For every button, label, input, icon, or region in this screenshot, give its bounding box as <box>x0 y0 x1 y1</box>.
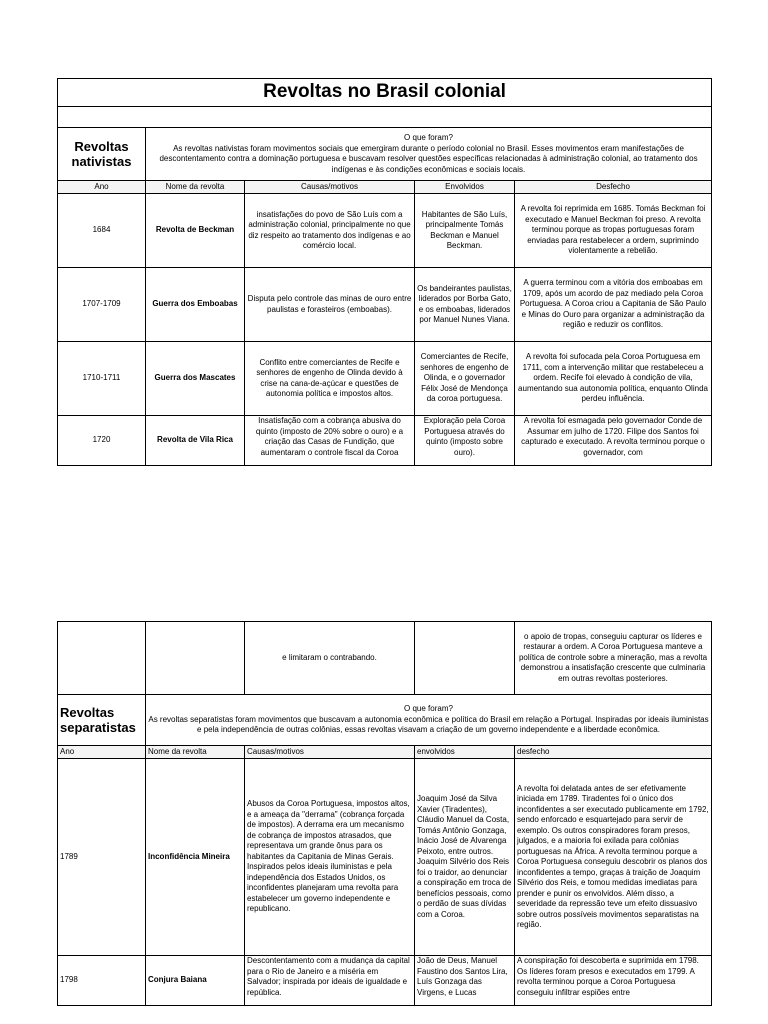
empty-row <box>58 107 712 128</box>
row-involved: Os bandeirantes paulistas, liderados por Borba Gato, e os emboabas, liderados por Manuel Nunes Viana. <box>415 268 515 342</box>
table-row <box>58 416 712 466</box>
row-involved: Joaquim José da Silva Xavier (Tiradentes), Cláudio Manuel da Costa, Tomás Antônio Gonzaga, Inácio José de Alvarenga Peixoto, entre outros. Joaquim Silvério dos Reis foi o traidor, ao denunciar a conspiração em troca de benefícios pessoais, como o perdão de suas dívidas com a Coroa. <box>415 759 515 956</box>
header-name: Nome da revolta <box>146 746 245 759</box>
row-involved: João de Deus, Manuel Faustino dos Santos Lira, Luís Gonzaga das Virgens, e Lucas <box>415 956 515 1006</box>
row-name: Revolta de Beckman <box>146 194 245 268</box>
row-outcome: A revolta foi sufocada pela Coroa Portuguesa em 1711, com a intervenção militar que restabeleceu a ordem. Recife foi elevado à condição de vila, aumentando sua autonomia política, enquanto Olinda perdeu influência. <box>515 342 712 416</box>
row-year: 1684 <box>58 194 146 268</box>
row-name: Guerra dos Mascates <box>146 342 245 416</box>
continuation-name <box>146 622 245 695</box>
row-involved: Comerciantes de Recife, senhores de engenho de Olinda, e o governador Félix José de Mendonça da coroa portuguesa. <box>415 342 515 416</box>
header-year: Ano <box>58 746 146 759</box>
row-involved: Exploração pela Coroa Portuguesa através do quinto (imposto sobre ouro). <box>415 416 515 466</box>
table-row <box>58 268 712 342</box>
row-year: 1789 <box>58 759 146 956</box>
header-name: Nome da revolta <box>146 181 245 194</box>
continuation-outcome: o apoio de tropas, conseguiu capturar os líderes e restaurar a ordem. A Coroa Portuguesa manteve a política de controle sobre a mineração, mas a revolta demonstrou a insatisfação crescente que culminaria em outras revoltas posteriores. <box>515 622 712 695</box>
row-outcome: A revolta foi reprimida em 1685. Tomás Beckman foi executado e Manuel Beckman foi preso. A revolta terminou porque as tropas portuguesas foram enviadas para restabelecer a ordem, suprimindo violentamente a rebelião. <box>515 194 712 268</box>
row-causes: Disputa pelo controle das minas de ouro entre paulistas e forasteiros (emboabas). <box>245 268 415 342</box>
section-label-nativistas: Revoltas nativistas <box>58 128 146 181</box>
table-row <box>58 956 712 1006</box>
section-description: As revoltas nativistas foram movimentos sociais que emergiram durante o período colonial no Brasil. Esses movimentos eram manifestações de descontentamento contra a dominação portuguesa e buscavam resolver questões específicas relacionadas à administração colonial, ao tratamento dos indígenas e às condições econômicas e sociais locais. <box>159 143 698 174</box>
row-outcome: A revolta foi delatada antes de ser efetivamente iniciada em 1789. Tiradentes foi o único dos inconfidentes a ser executado publicamente em 1792, sendo enforcado e esquartejado para servir de exemplo. Os outros conspiradores foram presos, julgados, e a maioria foi exilada para colônias portuguesas na África. A revolta terminou porque a Coroa Portuguesa conseguiu descobrir os planos dos inconfidentes a tempo, graças à traição de Joaquim Silvério dos Reis, e tomou medidas imediatas para prender e punir os envolvidos. Além disso, a severidade da repressão teve um efeito dissuasivo sobre outros possíveis movimentos separatistas na região. <box>515 759 712 956</box>
revolts-table-page2 <box>57 621 712 1006</box>
section-question: O que foram? <box>404 133 453 142</box>
row-involved: Habitantes de São Luís, principalmente Tomás Beckman e Manuel Beckman. <box>415 194 515 268</box>
section-description: As revoltas separatistas foram movimentos que buscavam a autonomia econômica e política do Brasil em relação a Portugal. Inspiradas por ideais iluministas e pela independência de outras colônias, essas revoltas visavam a criação de um governo independente e a liberdade econômica. <box>148 714 709 735</box>
row-outcome: A guerra terminou com a vitória dos emboabas em 1709, após um acordo de paz mediado pela Coroa Portuguesa. A Coroa criou a Capitania de São Paulo e Minas do Ouro para organizar a administração da região e reduzir os conflitos. <box>515 268 712 342</box>
section-description-cell <box>146 695 712 746</box>
row-year: 1720 <box>58 416 146 466</box>
continuation-row <box>58 622 712 695</box>
section-question: O que foram? <box>404 704 453 714</box>
table-row <box>58 342 712 416</box>
page-title: Revoltas no Brasil colonial <box>58 79 712 107</box>
row-year: 1710-1711 <box>58 342 146 416</box>
row-causes: Insatisfação com a cobrança abusiva do quinto (imposto de 20% sobre o ouro) e a criação das Casas de Fundição, que aumentaram o controle fiscal da Coroa <box>245 416 415 466</box>
row-outcome: A conspiração foi descoberta e suprimida em 1798. Os líderes foram presos e executados em 1799. A revolta terminou porque a Coroa Portuguesa conseguiu infiltrar espiões entre <box>515 956 712 1006</box>
row-causes: Descontentamento com a mudança da capital para o Rio de Janeiro e a miséria em Salvador; inspirada por ideais de igualdade e república. <box>245 956 415 1006</box>
continuation-involved <box>415 622 515 695</box>
row-outcome: A revolta foi esmagada pelo governador Conde de Assumar em julho de 1720. Filipe dos Santos foi capturado e executado. A revolta terminou porque o governador, com <box>515 416 712 466</box>
continuation-year <box>58 622 146 695</box>
header-causes: Causas/motivos <box>245 746 415 759</box>
header-outcome: Desfecho <box>515 181 712 194</box>
row-causes: Abusos da Coroa Portuguesa, impostos altos, e a ameaça da "derrama" (cobrança forçada de impostos). A derrama era um mecanismo de cobrança de impostos atrasados, que representava um grande ônus para os habitantes da Capitania de Minas Gerais. Inspirados pelos ideais iluministas e pela independência dos Estados Unidos, os inconfidentes planejaram uma revolta para estabelecer um governo independente e republicano. <box>245 759 415 956</box>
row-name: Revolta de Vila Rica <box>146 416 245 466</box>
header-year: Ano <box>58 181 146 194</box>
section-label-separatistas: Revoltas separatistas <box>58 695 146 746</box>
row-name: Inconfidência Mineira <box>146 759 245 956</box>
row-year: 1798 <box>58 956 146 1006</box>
header-causes: Causas/motivos <box>245 181 415 194</box>
revolts-table-page1 <box>57 78 712 466</box>
header-involved: envolvidos <box>415 746 515 759</box>
table-row <box>58 194 712 268</box>
row-name: Conjura Baiana <box>146 956 245 1006</box>
row-causes: insatisfações do povo de São Luís com a administração colonial, principalmente no que diz respeito ao tratamento dos indígenas e ao comércio local. <box>245 194 415 268</box>
header-involved: Envolvidos <box>415 181 515 194</box>
row-causes: Conflito entre comerciantes de Recife e senhores de engenho de Olinda devido à crise na cana-de-açúcar e questões de autonomia política e impostos altos. <box>245 342 415 416</box>
row-name: Guerra dos Emboabas <box>146 268 245 342</box>
row-year: 1707-1709 <box>58 268 146 342</box>
table-row <box>58 759 712 956</box>
section-description-cell <box>146 128 712 181</box>
continuation-causes: e limitaram o contrabando. <box>245 622 415 695</box>
header-outcome: desfecho <box>515 746 712 759</box>
